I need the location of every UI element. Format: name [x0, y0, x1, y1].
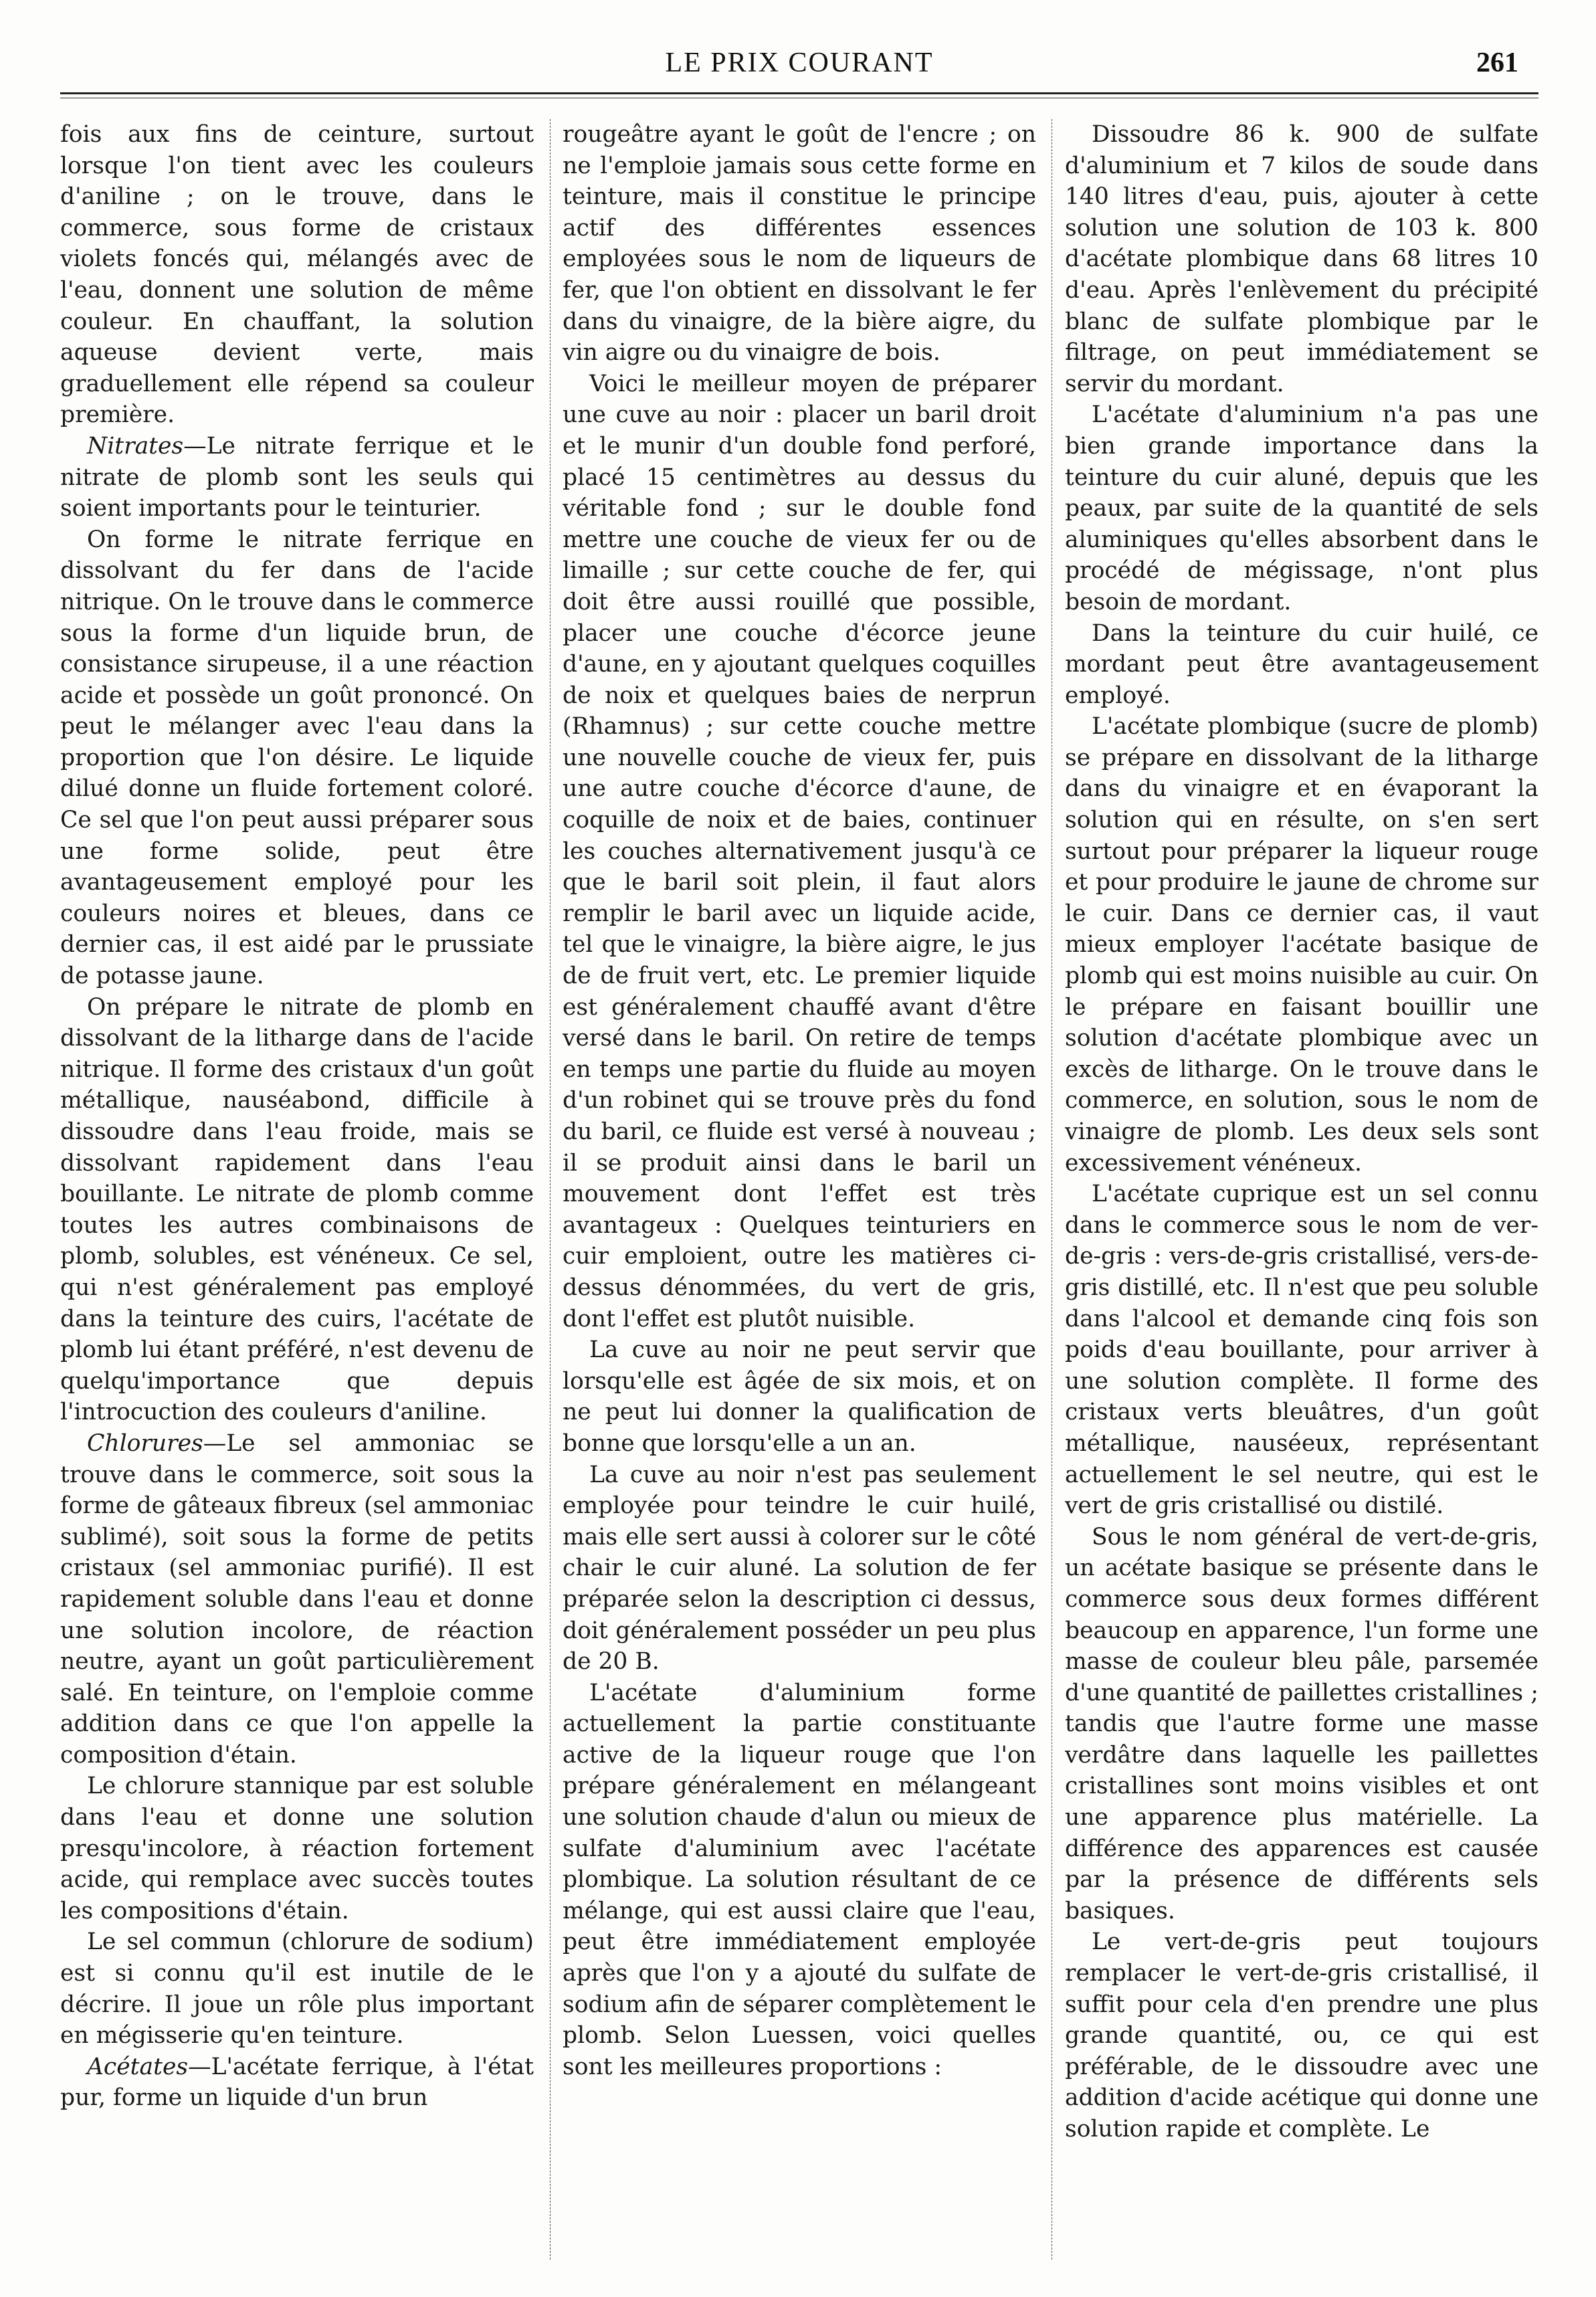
paragraph	[563, 119, 1036, 369]
column-2	[563, 119, 1036, 2273]
paragraph-text: L'acétate d'aluminium n'a pas une bien grande importance dans la teinture du cuir aluné, depuis que les peaux, par suite de la quantité de sels aluminiques qu'elles absorbent dans le procédé de mégissage, n'ont plus besoin de mordant.	[1065, 401, 1538, 615]
column-1	[60, 119, 534, 2273]
paragraph-text: fois aux fins de ceinture, surtout lorsque l'on tient avec les couleurs d'aniline ; on le trouve, dans le commerce, sous forme de cristaux violets foncés qui, mélangés avec de l'eau, donnent une solution de même couleur. En chauffant, la solution aqueuse devient verte, mais graduellement elle répend sa couleur première.	[60, 121, 534, 429]
section-lead: Chlorures	[87, 1429, 203, 1457]
paragraph-text: La cuve au noir n'est pas seulement employée pour teindre le cuir huilé, mais elle sert aussi à colorer sur le côté chair le cuir aluné. La solution de fer préparée selon la description ci dessus, doit généralement posséder un peu plus de 20 B.	[563, 1461, 1036, 1676]
paragraph	[563, 1460, 1036, 1678]
paragraph	[1065, 1926, 1538, 2144]
paragraph	[1065, 399, 1538, 617]
paragraph-text: L'acétate cuprique est un sel connu dans le commerce sous le nom de ver-de-gris : vers-de-gris cristallisé, vers-de-gris distillé, etc. Il n'est que peu soluble dans l'alcool et demande cinq fois son poids d'eau bouillante, pour arriver à une solution complète. Il forme des cristaux verts bleuâtres, d'un goût métallique, nauséeux, représentant actuellement le sel neutre, qui est le vert de gris cristallisé ou distilé.	[1065, 1181, 1538, 1520]
paragraph	[60, 1771, 534, 1926]
paragraph-text: —Le sel ammoniac se trouve dans le commerce, soit sous la forme de gâteaux fibreux (sel ammoniac sublimé), soit sous la forme de petits cristaux (sel ammoniac purifié). Il est rapidement soluble dans l'eau et donne une solution incolore, de réaction neutre, ayant un goût particulièrement salé. En teinture, on l'emploie comme addition dans ce que l'on appelle la composition d'étain.	[60, 1429, 534, 1769]
page-number: 261	[1476, 47, 1518, 78]
paragraph	[60, 1428, 534, 1771]
paragraph-text: La cuve au noir ne peut servir que lorsqu'elle est âgée de six mois, et on ne peut lui donner la qualification de bonne que lorsqu'elle a un an.	[563, 1336, 1036, 1457]
paragraph	[563, 1334, 1036, 1459]
paragraph-text: Le vert-de-gris peut toujours remplacer le vert-de-gris cristallisé, il suffit pour cela d'en prendre une plus grande quantité, ou, ce qui est préférable, de le dissoudre avec une addition d'acide acétique qui donne une solution rapide et complète. Le	[1065, 1928, 1538, 2142]
paragraph-text: Voici le meilleur moyen de préparer une cuve au noir : placer un baril droit et le munir d'un double fond perforé, placé 15 centimètres au dessus du véritable fond ; sur le double fond mettre une couche de vieux fer ou de limaille ; sur cette couche de fer, qui doit être aussi rouillé que possible, placer une couche d'écorce jeune d'aune, en y ajoutant quelques coquilles de noix et quelques baies de nerprun (Rhamnus) ; sur cette couche mettre une nouvelle couche de vieux fer, puis une autre couche d'écorce d'aune, de coquille de noix et de baies, continuer les couches alternativement jusqu'à ce que le baril soit plein, il faut alors remplir le baril avec un liquide acide, tel que le vinaigre, la bière aigre, le jus de de fruit vert, etc. Le premier liquide est généralement chauffé avant d'être versé dans le baril. On retire de temps en temps une partie du fluide au moyen d'un robinet qui se trouve près du fond du baril, ce fluide est versé à nouveau ; il se produit ainsi dans le baril un mouvement dont l'effet est très avantageux : Quelques teinturiers en cuir emploient, outre les matières ci-dessus dénommées, du vert de gris, dont l'effet est plutôt nuisible.	[563, 370, 1036, 1332]
paragraph-text: L'acétate d'aluminium forme actuellement la partie constituante active de la liqueur rouge que l'on prépare généralement en mélangeant une solution chaude d'alun ou mieux de sulfate d'aluminium avec l'acétate plombique. La solution résultant de ce mélange, qui est aussi claire que l'eau, peut être immédiatement employée après que l'on y a ajouté du sulfate de sodium afin de séparer complètement le plomb. Selon Luessen, voici quelles sont les meilleures proportions :	[563, 1679, 1036, 2080]
paragraph-text: On forme le nitrate ferrique en dissolvant du fer dans de l'acide nitrique. On le trouve dans le commerce sous la forme d'un liquide brun, de consistance sirupeuse, il a une réaction acide et possède un goût prononcé. On peut le mélanger avec l'eau dans la proportion que l'on désire. Le liquide dilué donne un fluide fortement coloré. Ce sel que l'on peut aussi préparer sous une forme solide, peut être avantageusement employé pour les couleurs noires et bleues, dans ce dernier cas, il est aidé par le prussiate de potasse jaune.	[60, 526, 534, 990]
paragraph	[1065, 618, 1538, 712]
paragraph	[1065, 1179, 1538, 1522]
paragraph	[60, 119, 534, 431]
paragraph	[60, 2052, 534, 2114]
header-rule	[60, 92, 1538, 94]
paragraph	[563, 369, 1036, 1334]
paragraph-text: Sous le nom général de vert-de-gris, un acétate basique se présente dans le commerce sous deux formes différent beaucoup en apparence, l'un forme une masse de couleur bleu pâle, parsemée d'une quantité de paillettes cristallines ; tandis que l'autre forme une masse verdâtre dans laquelle les paillettes cristallines sont moins visibles et ont une apparence plus matérielle. La différence des apparences est causée par la présence de différents sels basiques.	[1065, 1523, 1538, 1924]
paragraph-text: Le sel commun (chlorure de sodium) est si connu qu'il est inutile de le décrire. Il joue un rôle plus important en mégisserie qu'en teinture.	[60, 1928, 534, 2050]
paragraph-text: Dissoudre 86 k. 900 de sulfate d'aluminium et 7 kilos de soude dans 140 litres d'eau, puis, ajouter à cette solution une solution de 103 k. 800 d'acétate plombique dans 68 litres 10 d'eau. Après l'enlèvement du précipité blanc de sulfate plombique par le filtrage, on peut immédiatement se servir du mordant.	[1065, 121, 1538, 397]
paragraph	[1065, 1522, 1538, 1927]
paragraph	[60, 992, 534, 1428]
section-lead: Acétates	[87, 2053, 189, 2080]
paragraph-text: —Le nitrate ferrique et le nitrate de plomb sont les seuls qui soient importants pour le teinturier.	[60, 432, 534, 522]
paragraph	[60, 524, 534, 992]
paragraph-text: L'acétate plombique (sucre de plomb) se prépare en dissolvant de la litharge dans du vinaigre et en évaporant la solution qui en résulte, on s'en sert surtout pour préparer la liqueur rouge et pour produire le jaune de chrome sur le cuir. Dans ce dernier cas, il vaut mieux employer l'acétate basique de plomb qui est moins nuisible au cuir. On le prépare en faisant bouillir une solution d'acétate plombique avec un excès de litharge. On le trouve dans le commerce, en solution, sous le nom de vinaigre de plomb. Les deux sels sont excessivement vénéneux.	[1065, 713, 1538, 1177]
page-header	[60, 40, 1538, 94]
paragraph	[60, 1926, 534, 2051]
paragraph-text: rougeâtre ayant le goût de l'encre ; on ne l'emploie jamais sous cette forme en teinture, mais il constitue le principe actif des différentes essences employées sous le nom de liqueurs de fer, que l'on obtient en dissolvant le fer dans du vinaigre, de la bière aigre, du vin aigre ou du vinaigre de bois.	[563, 121, 1036, 367]
paragraph	[1065, 711, 1538, 1179]
paragraph-text: Le chlorure stannique par est soluble dans l'eau et donne une solution presqu'incolore, à réaction fortement acide, qui remplace avec succès toutes les compositions d'étain.	[60, 1773, 534, 1924]
paragraph	[563, 1678, 1036, 2083]
column-3	[1065, 119, 1538, 2273]
paragraph-text: On prépare le nitrate de plomb en dissolvant de la litharge dans de l'acide nitrique. Il forme des cristaux d'un goût métallique, nauséabond, difficile à dissoudre dans l'eau froide, mais se dissolvant rapidement dans l'eau bouillante. Le nitrate de plomb comme toutes les autres combinaisons de plomb, solubles, est vénéneux. Ce sel, qui n'est généralement pas employé dans la teinture des cuirs, l'acétate de plomb lui étant préféré, n'est devenu de quelqu'importance que depuis l'introcuction des couleurs d'aniline.	[60, 993, 534, 1426]
section-lead: Nitrates	[87, 432, 184, 460]
paragraph-text: Dans la teinture du cuir huilé, ce mordant peut être avantageusement employé.	[1065, 619, 1538, 709]
paragraph-text: —L'acétate ferrique, à l'état pur, forme un liquide d'un brun	[60, 2053, 534, 2112]
paragraph	[1065, 119, 1538, 399]
running-title: LE PRIX COURANT	[665, 47, 934, 78]
article-columns	[60, 119, 1538, 2273]
paragraph	[60, 431, 534, 524]
